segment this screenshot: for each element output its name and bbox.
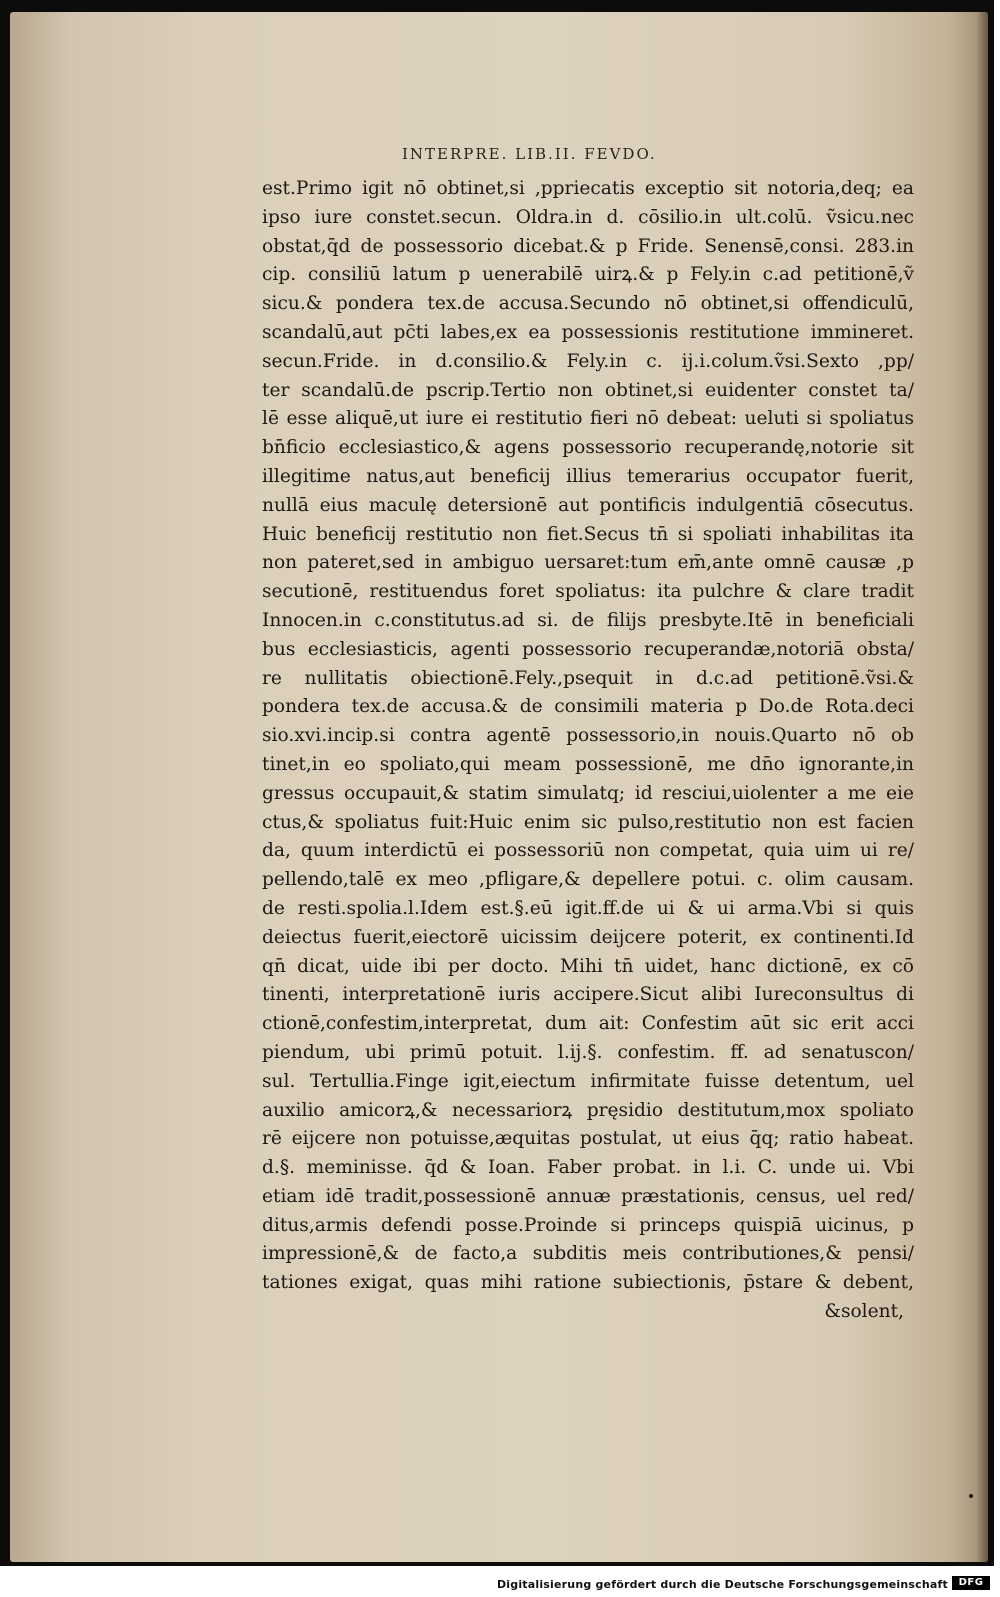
text-line: secutionē, restituendus foret spoliatus: ita pulchre & clare tradit bbox=[262, 581, 914, 603]
page-mark bbox=[969, 1494, 973, 1498]
text-line: sul. Tertullia.Finge igit,eiectum infirmitate fuisse detentum, uel bbox=[262, 1070, 914, 1092]
text-line: ter scandalū.de pscrip.Tertio non obtinet,si euidenter constet ta/ bbox=[262, 379, 914, 401]
text-line: sicu.& pondera tex.de accusa.Secundo nō obtinet,si offendiculū, bbox=[262, 293, 914, 315]
dfg-logo: DFG bbox=[952, 1576, 990, 1590]
text-line: ditus,armis defendi posse.Proinde si princeps quispiā uicinus, p bbox=[262, 1214, 914, 1236]
text-line: bn̄ficio ecclesiastico,& agens possessorio recuperandę,notorie sit bbox=[262, 437, 914, 459]
text-line: de resti.spolia.l.Idem est.§.eū igit.ff.de ui & ui arma.Vbi si quis bbox=[262, 897, 914, 919]
text-line: da, quum interdictū ei possessoriū non competat, quia uim ui re/ bbox=[262, 840, 914, 862]
text-line: qn̄ dicat, uide ibi per docto. Mihi tn̄ uidet, hanc dictionē, ex cō bbox=[262, 955, 914, 977]
text-line: est.Primo igit nō obtinet,si ,ppriecatis exceptio sit notoria,deq; ea bbox=[262, 178, 914, 199]
text-line: secun.Fride. in d.consilio.& Fely.in c. ij.i.colum.ṽsi.Sexto ,pp/ bbox=[262, 350, 914, 372]
page-edge-shadow bbox=[976, 12, 988, 1562]
text-line: ipso iure constet.secun. Oldra.in d. cōsilio.in ult.colū. ṽsicu.nec bbox=[262, 206, 914, 228]
text-line: deiectus fuerit,eiectorē uicissim deijcere poterit, ex continenti.Id bbox=[262, 926, 914, 948]
text-line: rē eijcere non potuisse,æquitas postulat, ut eius q̄q; ratio habeat. bbox=[262, 1128, 914, 1150]
running-head: INTERPRE. LIB.II. FEVDO. bbox=[402, 145, 657, 163]
text-line: Huic beneficij restitutio non fiet.Secus tn̄ si spoliati inhabilitas ita bbox=[262, 523, 914, 545]
text-line: auxilio amicorꝝ,& necessariorꝝ pręsidio destitutum,mox spoliato bbox=[262, 1099, 914, 1121]
text-line: non pateret,sed in ambiguo uersaret:tum em̄,ante omnē causæ ,p bbox=[262, 552, 914, 574]
body-text bbox=[262, 175, 914, 1327]
text-line: &solent, bbox=[824, 1301, 904, 1323]
text-line: tinenti, interpretationē iuris accipere.Sicut alibi Iureconsultus di bbox=[262, 984, 914, 1006]
text-line: obstat,q̄d de possessorio dicebat.& p Fride. Senensē,consi. 283.in bbox=[262, 235, 914, 257]
text-line: scandalū,aut pc̄ti labes,ex ea possessionis restitutione immineret. bbox=[262, 321, 914, 343]
text-line: illegitime natus,aut beneficij illius temerarius occupator fuerit, bbox=[262, 465, 914, 487]
text-line: cip. consiliū latum p uenerabilē uirꝝ.& p Fely.in c.ad petitionē,ṽ bbox=[262, 264, 914, 286]
text-line: tinet,in eo spoliato,qui meam possessionē, me dn̄o ignorante,in bbox=[262, 753, 914, 775]
text-line: re nullitatis obiectionē.Fely.,psequit in d.c.ad petitionē.ṽsi.& bbox=[262, 667, 914, 689]
text-line: pellendo,talē ex meo ,pfligare,& depellere potui. c. olim causam. bbox=[262, 869, 914, 891]
footer-credit: Digitalisierung gefördert durch die Deutsche Forschungsgemeinschaft bbox=[496, 1578, 948, 1591]
text-line: impressionē,& de facto,a subditis meis contributiones,& pensi/ bbox=[262, 1243, 914, 1265]
footer-bar bbox=[0, 1566, 1000, 1597]
text-line: gressus occupauit,& statim simulatq; id resciui,uiolenter a me eie bbox=[262, 782, 914, 804]
text-line: etiam idē tradit,possessionē annuæ præstationis, census, uel red/ bbox=[262, 1185, 914, 1207]
text-line: sio.xvi.incip.si contra agentē possessorio,in nouis.Quarto nō ob bbox=[262, 725, 914, 747]
text-line: pondera tex.de accusa.& de consimili materia p Do.de Rota.deci bbox=[262, 696, 914, 718]
text-line: d.§. meminisse. q̄d & Ioan. Faber probat. in l.i. C. unde ui. Vbi bbox=[262, 1157, 914, 1179]
text-line: ctus,& spoliatus fuit:Huic enim sic pulso,restitutio non est facien bbox=[262, 811, 914, 833]
text-line: tationes exigat, quas mihi ratione subiectionis, p̄stare & debent, bbox=[262, 1272, 914, 1294]
text-line: nullā eius maculę detersionē aut pontificis indulgentiā cōsecutus. bbox=[262, 494, 914, 516]
text-line: Innocen.in c.constitutus.ad si. de filijs presbyte.Itē in beneficiali bbox=[262, 609, 914, 631]
text-line: ctionē,confestim,interpretat, dum ait: Confestim aūt sic erit acci bbox=[262, 1013, 914, 1035]
text-line: bus ecclesiasticis, agenti possessorio recuperandæ,notoriā obsta/ bbox=[262, 638, 914, 660]
text-line: lē esse aliquē,ut iure ei restitutio fieri nō debeat: ueluti si spoliatus bbox=[262, 408, 914, 430]
text-line: piendum, ubi primū potuit. l.ij.§. confestim. ff. ad senatuscon/ bbox=[262, 1041, 914, 1063]
